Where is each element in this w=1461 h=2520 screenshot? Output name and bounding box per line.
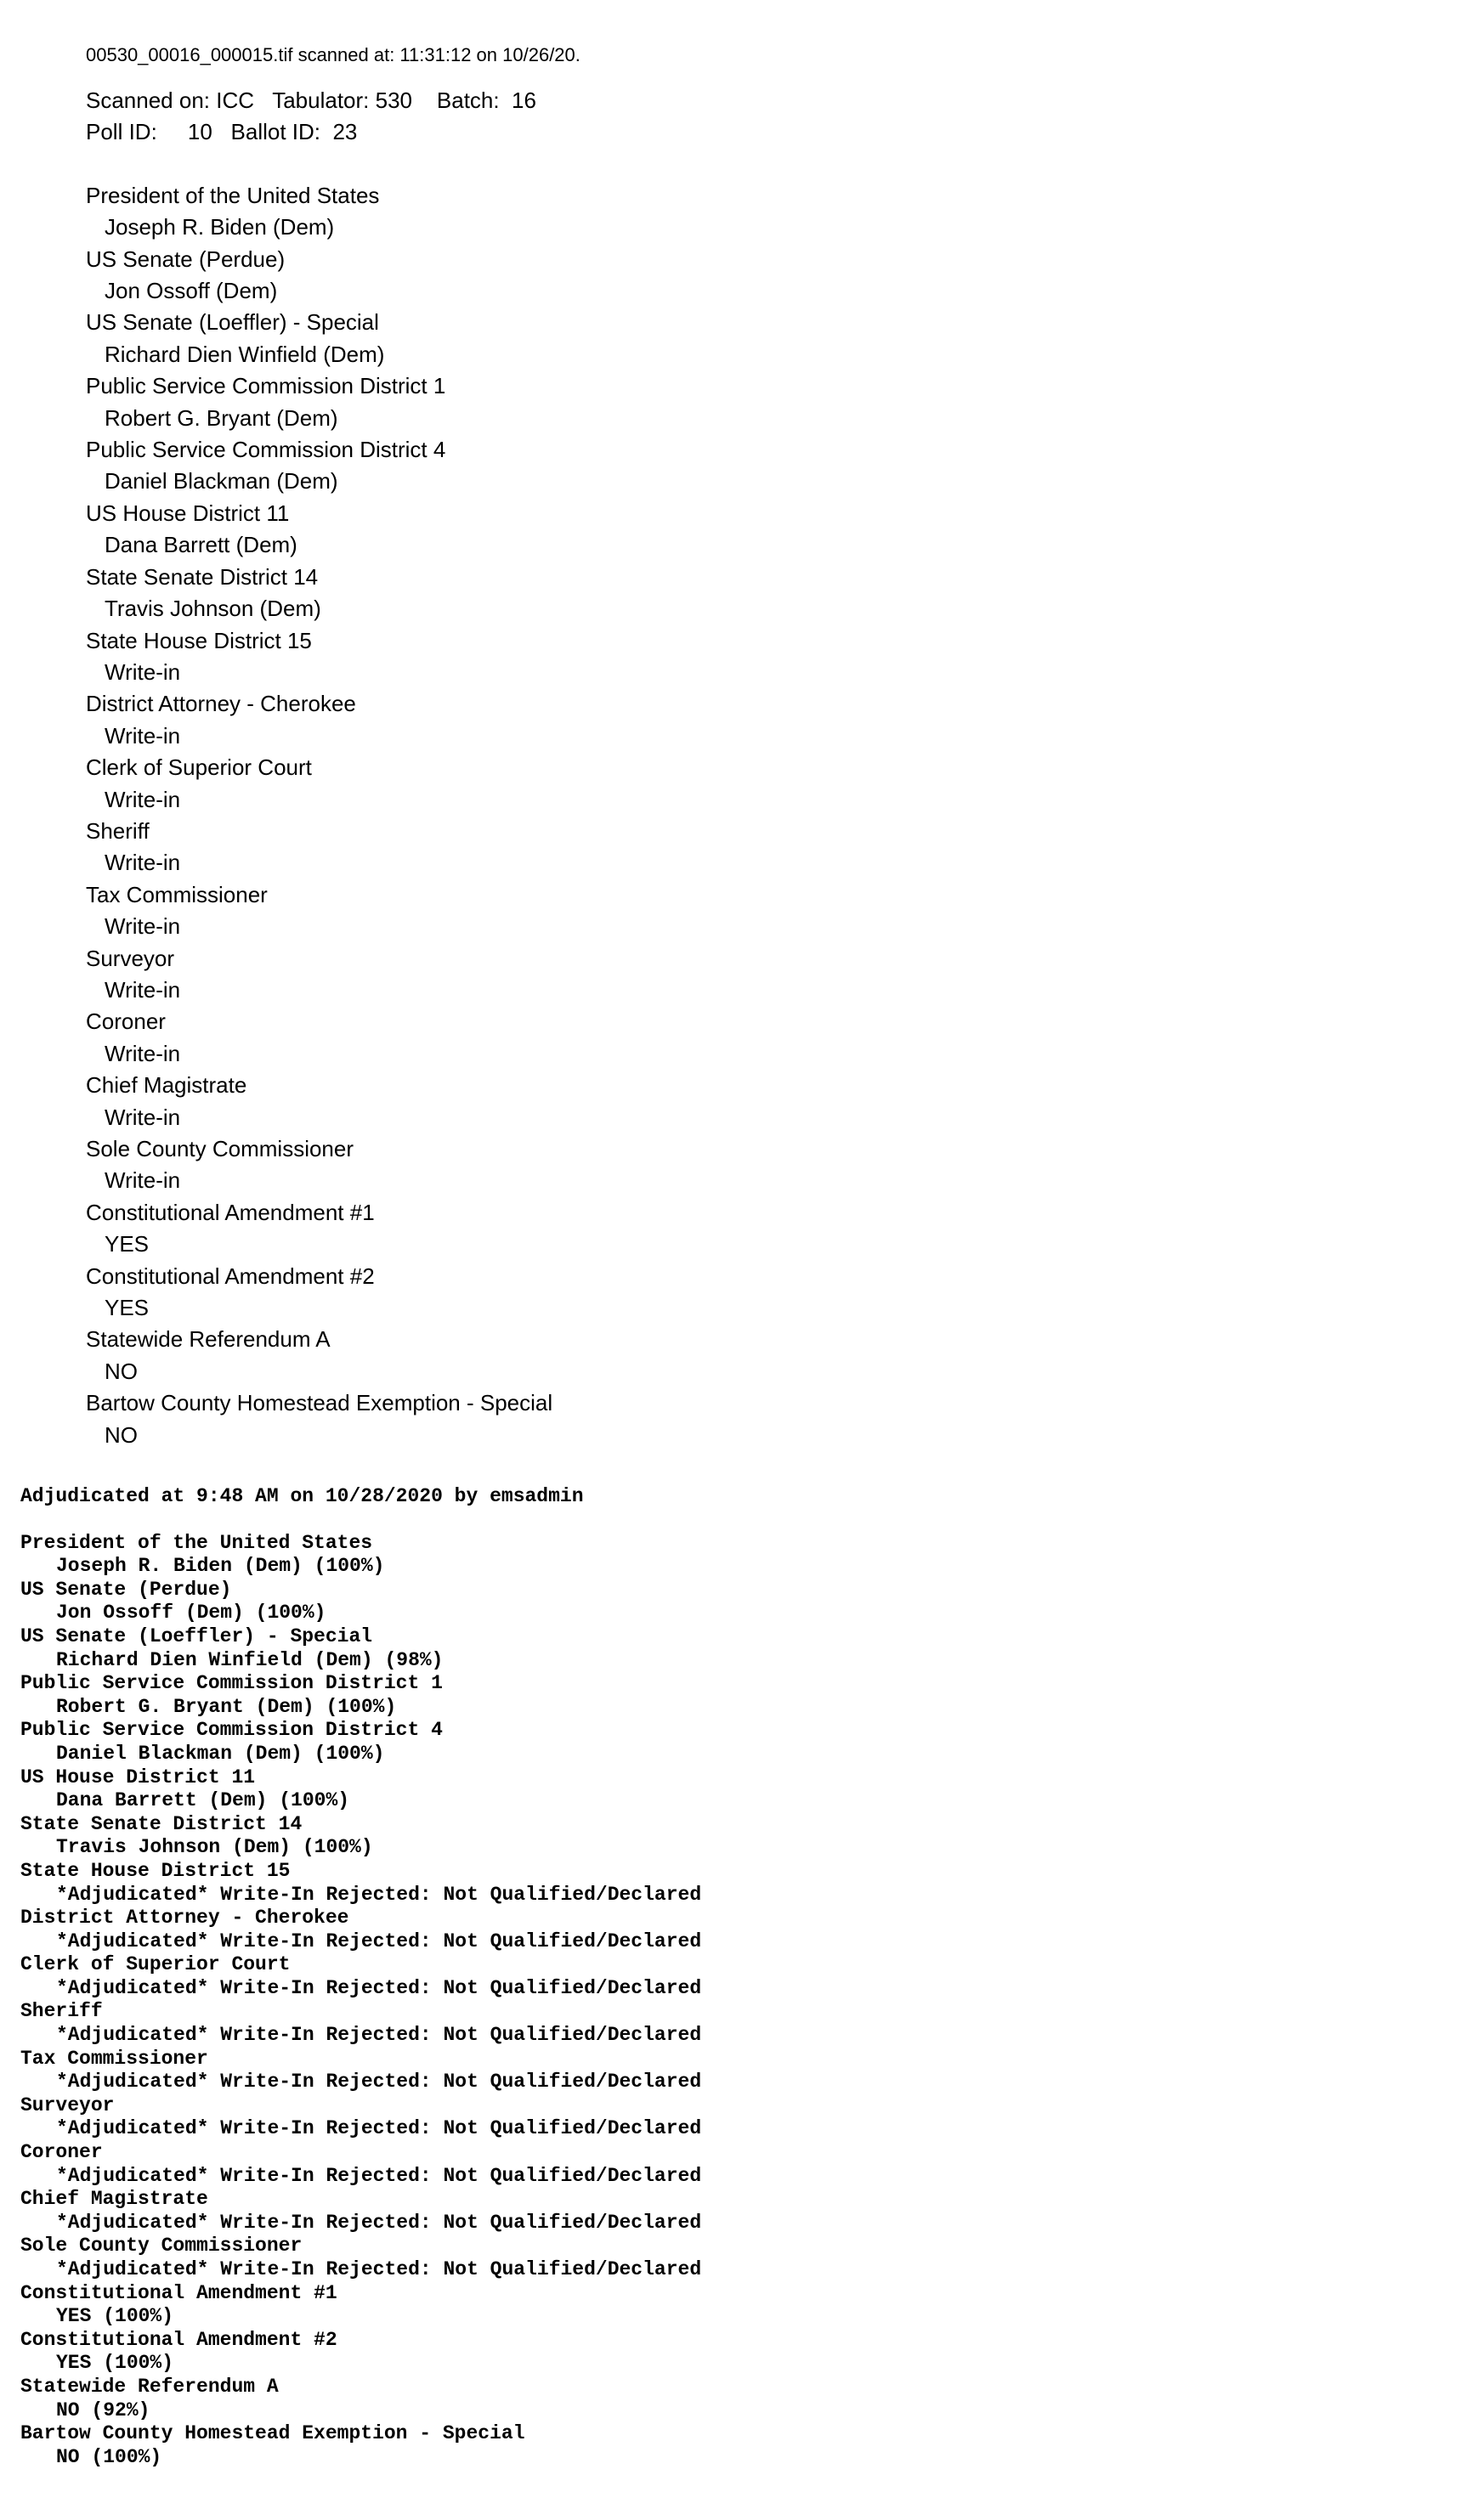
adjudication-contest-choice: *Adjudicated* Write-In Rejected: Not Qualified/Declared [56,2211,702,2234]
adjudication-contest-title: Clerk of Superior Court [20,1953,291,1976]
scan-contest-choice: Write-in [105,850,181,876]
scan-contest-choice: Write-in [105,722,181,749]
adjudication-contest-choice: YES (100%) [56,2305,174,2328]
scan-file-line: 00530_00016_000015.tif scanned at: 11:31:12 on 10/26/20. [86,44,580,65]
scan-contest-choice: Daniel Blackman (Dem) [105,468,338,494]
adjudication-contest-choice: Robert G. Bryant (Dem) (100%) [56,1695,397,1718]
scan-contest-choice: NO [105,1358,138,1384]
adjudication-contest-title: Public Service Commission District 1 [20,1672,443,1695]
scan-contest-title: Constitutional Amendment #2 [86,1263,375,1289]
scan-contest-title: State Senate District 14 [86,563,319,590]
adjudication-contest-list [20,1532,701,2470]
adjudication-contest-choice: Travis Johnson (Dem) (100%) [56,1836,373,1859]
scanned-on-line: Scanned on: ICC Tabulator: 530 Batch: 16 [86,88,536,113]
scan-contest-title: President of the United States [86,182,380,208]
scan-contest-title: Public Service Commission District 4 [86,437,446,463]
adjudication-contest-title: Statewide Referendum A [20,2375,279,2398]
adjudication-contest-title: US Senate (Loeffler) - Special [20,1624,373,1647]
scan-contest-choice: Write-in [105,976,181,1003]
scan-contest-title: District Attorney - Cherokee [86,691,356,717]
scan-contest-title: Bartow County Homestead Exemption - Special [86,1390,553,1416]
scan-contest-choice: Write-in [105,1040,181,1066]
scan-section [86,41,580,1451]
adjudication-contest-choice: Richard Dien Winfield (Dem) (98%) [56,1648,444,1671]
scan-contest-choice: Write-in [105,658,181,685]
scan-contest-choice: Write-in [105,913,181,940]
adjudication-contest-choice: Jon Ossoff (Dem) (100%) [56,1602,326,1624]
adjudication-contest-choice: YES (100%) [56,2352,174,2375]
adjudication-contest-choice: NO (92%) [56,2399,150,2421]
adjudication-contest-title: Constitutional Amendment #1 [20,2281,337,2304]
adjudication-contest-title: State Senate District 14 [20,1812,303,1835]
adjudication-contest-choice: Dana Barrett (Dem) (100%) [56,1789,350,1812]
scan-contest-choice: Joseph R. Biden (Dem) [105,214,335,240]
adjudication-header: Adjudicated at 9:48 AM on 10/28/2020 by emsadmin [20,1485,584,1507]
scan-contest-title: Sheriff [86,817,150,844]
scan-contest-choice: Richard Dien Winfield (Dem) [105,341,385,367]
scan-contest-title: Statewide Referendum A [86,1326,331,1353]
adjudication-contest-title: Public Service Commission District 4 [20,1719,443,1742]
scan-contest-title: Constitutional Amendment #1 [86,1199,375,1225]
adjudication-contest-title: Sheriff [20,2000,103,2023]
adjudication-contest-choice: Joseph R. Biden (Dem) (100%) [56,1555,385,1578]
scan-contest-choice: Travis Johnson (Dem) [105,596,321,622]
scan-contest-title: US Senate (Loeffler) - Special [86,309,379,336]
adjudication-section [20,1485,701,2469]
adjudication-contest-title: President of the United States [20,1531,373,1554]
adjudication-contest-title: Constitutional Amendment #2 [20,2328,337,2351]
adjudication-contest-choice: *Adjudicated* Write-In Rejected: Not Qualified/Declared [56,2071,702,2093]
scan-contest-choice: Write-in [105,1104,181,1130]
scan-contest-title: Chief Magistrate [86,1072,247,1099]
adjudication-contest-title: State House District 15 [20,1859,291,1882]
adjudication-contest-choice: *Adjudicated* Write-In Rejected: Not Qualified/Declared [56,2164,702,2187]
scan-contest-list [86,180,580,1451]
scan-contest-title: Clerk of Superior Court [86,754,312,781]
scan-contest-choice: YES [105,1231,150,1257]
adjudication-contest-title: US Senate (Perdue) [20,1578,232,1601]
adjudication-contest-title: Tax Commissioner [20,2047,208,2070]
scan-contest-title: Coroner [86,1009,166,1035]
scan-contest-title: Surveyor [86,945,175,971]
scan-contest-title: US House District 11 [86,500,290,526]
adjudication-contest-choice: *Adjudicated* Write-In Rejected: Not Qualified/Declared [56,2024,702,2047]
scan-contest-choice: Write-in [105,1167,181,1194]
scan-contest-choice: Write-in [105,786,181,812]
adjudication-contest-choice: NO (100%) [56,2445,162,2468]
scan-contest-choice: Dana Barrett (Dem) [105,532,297,558]
scan-contest-title: Public Service Commission District 1 [86,373,446,399]
adjudication-contest-title: Sole County Commissioner [20,2235,303,2257]
adjudication-contest-choice: *Adjudicated* Write-In Rejected: Not Qualified/Declared [56,2258,702,2280]
scan-contest-title: Tax Commissioner [86,881,268,907]
adjudication-contest-choice: *Adjudicated* Write-In Rejected: Not Qualified/Declared [56,1930,702,1952]
scan-contest-title: State House District 15 [86,627,312,653]
adjudication-contest-choice: *Adjudicated* Write-In Rejected: Not Qualified/Declared [56,2117,702,2140]
scan-spacer [86,149,580,180]
adjudication-contest-choice: Daniel Blackman (Dem) (100%) [56,1742,385,1765]
scan-contest-choice: YES [105,1295,150,1321]
adjudication-contest-choice: *Adjudicated* Write-In Rejected: Not Qualified/Declared [56,1883,702,1906]
scan-contest-choice: NO [105,1421,138,1448]
adjudication-contest-title: Bartow County Homestead Exemption - Special [20,2422,525,2445]
adjudication-contest-title: Coroner [20,2141,103,2164]
scan-contest-title: Sole County Commissioner [86,1136,354,1161]
adjudication-contest-title: US House District 11 [20,1766,256,1788]
adjudication-contest-title: Surveyor [20,2093,115,2116]
poll-ballot-line: Poll ID: 10 Ballot ID: 23 [86,119,358,145]
adjudication-contest-choice: *Adjudicated* Write-In Rejected: Not Qualified/Declared [56,1976,702,1999]
scan-contest-choice: Jon Ossoff (Dem) [105,278,278,304]
scan-contest-choice: Robert G. Bryant (Dem) [105,404,338,431]
scan-contest-title: US Senate (Perdue) [86,246,286,272]
adjudication-contest-title: Chief Magistrate [20,2188,208,2211]
adjudication-contest-title: District Attorney - Cherokee [20,1907,349,1930]
